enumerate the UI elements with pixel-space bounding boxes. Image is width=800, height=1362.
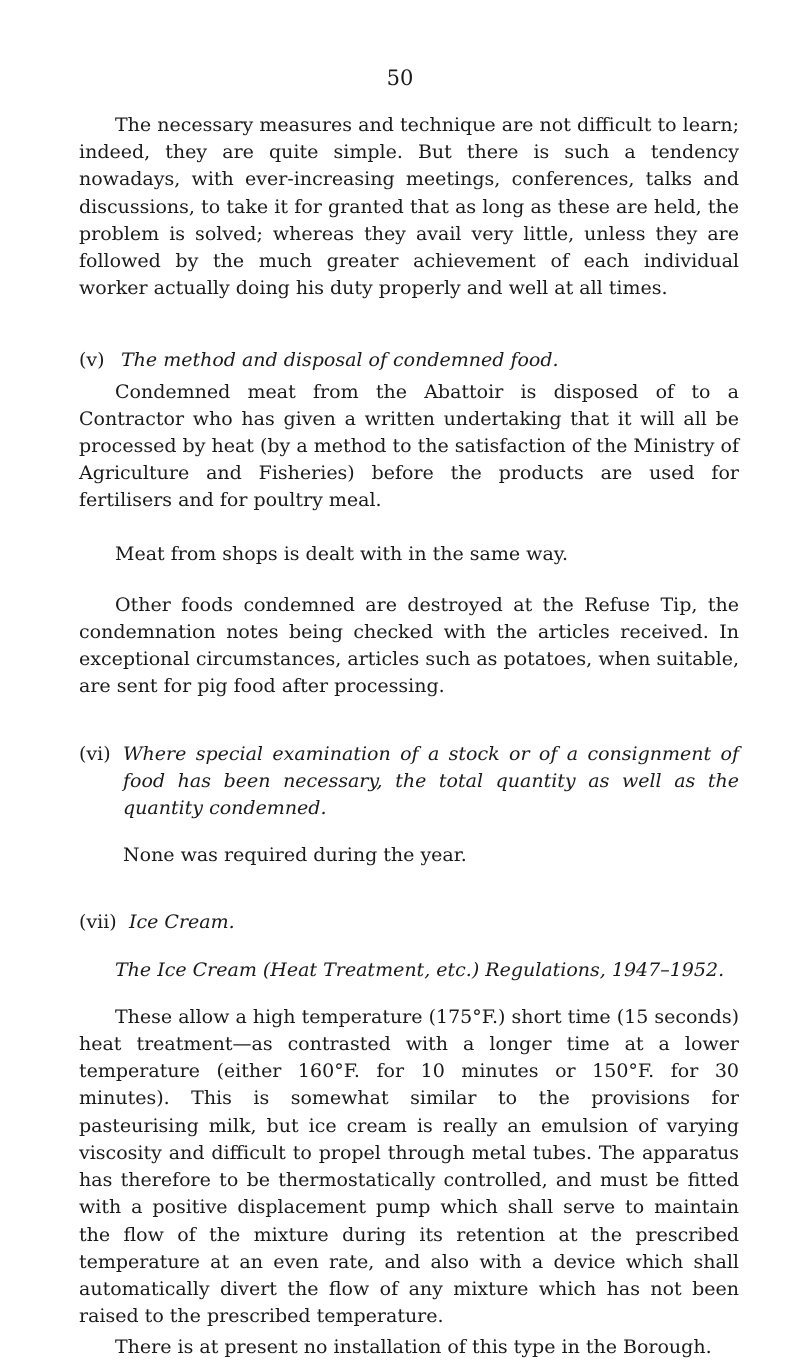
intro-paragraph: The necessary measures and technique are not difficult to learn; indeed, they are quite simple. But there is such a tendency nowadays, with ever-increasing meetings, conferences, talks and discussions, to take it for granted that as long as these are held, the problem is solved; whereas they avail very little, unless they are followed by the much greater achievement of each individual worker actually doing his duty properly and well at all times.	[79, 114, 739, 300]
section-v-number: (v)	[79, 349, 105, 372]
section-v-paragraph-2: Meat from shops is dealt with in the same way.	[115, 542, 569, 565]
section-vi-title: Where special examination of a stock or of a consignment of food has been necessary, the total quantity as well as the quantity condemned.	[123, 742, 739, 820]
page-number: 50	[386, 66, 414, 90]
section-v-paragraph-3: Other foods condemned are destroyed at the Refuse Tip, the condemnation notes being checked with the articles received. In exceptional circumstances, articles such as potatoes, when suitable, are sent for pig food after processing.	[79, 593, 739, 698]
section-vii-number: (vii)	[79, 911, 117, 934]
section-v-title: The method and disposal of condemned food.	[121, 349, 559, 372]
section-vii-title: Ice Cream.	[129, 911, 235, 934]
section-v-paragraph-1: Condemned meat from the Abattoir is disposed of to a Contractor who has given a written undertaking that it will all be processed by heat (by a method to the satisfaction of the Ministry of Agriculture and Fisheries) before the products are used for fertilisers and for poultry meal.	[79, 380, 739, 512]
section-vii-paragraph-2: There is at present no installation of this type in the Borough.	[115, 1336, 712, 1359]
section-vii-subtitle: The Ice Cream (Heat Treatment, etc.) Regulations, 1947–1952.	[115, 958, 725, 981]
section-vii-paragraph-1: These allow a high temperature (175°F.) short time (15 seconds) heat treatment—as contrasted with a longer time at a lower temperature (either 160°F. for 10 minutes or 150°F. for 30 minutes). This is somewhat similar to the provisions for pasteurising milk, but ice cream is really an emulsion of varying viscosity and difficult to propel through metal tubes. The apparatus has therefore to be thermostatically controlled, and must be fitted with a positive displacement pump which shall serve to maintain the flow of the mixture during its retention at the prescribed temperature at an even rate, and also with a device which shall automatically divert the flow of any mixture which has not been raised to the prescribed temperature.	[79, 1005, 739, 1328]
section-vi-paragraph: None was required during the year.	[123, 844, 467, 867]
section-vi-heading	[79, 741, 739, 823]
section-vii-heading	[79, 909, 739, 936]
section-vi-number: (vi)	[79, 742, 111, 765]
body-text	[79, 112, 739, 1362]
section-v-heading	[79, 347, 739, 374]
